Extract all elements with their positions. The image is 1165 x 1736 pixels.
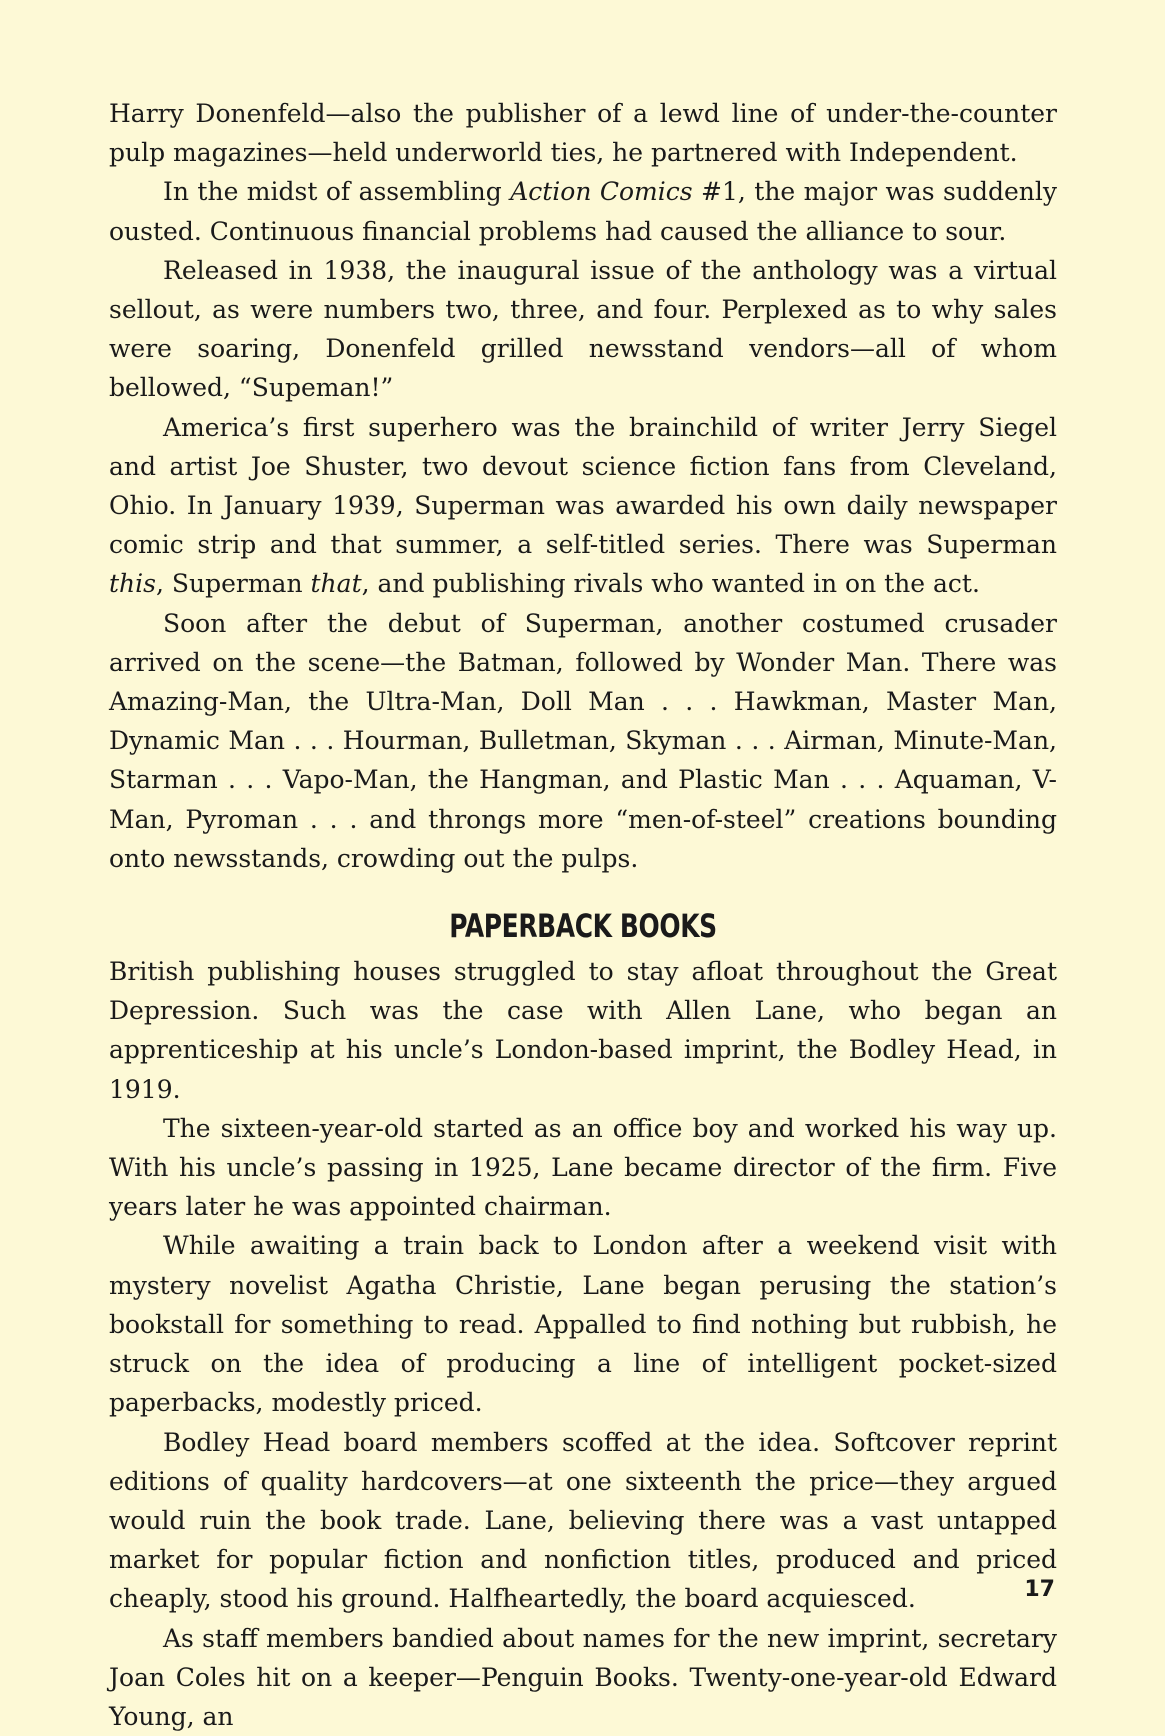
paragraph-british-publishing: British publishing houses struggled to stay afloat throughout the Great Depression. Such was the case with Allen Lane, who began an apprenticeship at his uncle’s London-based imprint, the Bodley Head, in 1919. [109, 957, 1057, 1104]
text-span: , and publishing rivals who wanted in on the act. [361, 569, 980, 599]
paragraph-action-comics [109, 172, 1057, 250]
paragraph-board-members: Bodley Head board members scoffed at the idea. Softcover reprint editions of quality hardcovers—at one sixteenth the price—they argued would ruin the book trade. Lane, believing there was a vast untapped market for popular fiction and nonfiction titles, produced and priced cheaply, stood his ground. Halfheartedly, the board acquiesced. [109, 1427, 1057, 1614]
text-span: , Superman [155, 569, 311, 599]
emphasis-that: that [310, 569, 362, 599]
text-span: In the midst of assembling [163, 177, 511, 207]
paragraph-agatha-christie: While awaiting a train back to London after a weekend visit with mystery novelist Agatha Christie, Lane began perusing the station’s bookstall for something to read. Appalled to find nothing but rubbish, he struck on the idea of producing a line of intelligent pocket-sized paperbacks, modestly priced. [109, 1231, 1057, 1418]
text-span: America’s first superhero was the brainchild of writer Jerry Siegel and artist Joe Shuster, two devout science fiction fans from Cleveland, Ohio. In January 1939, Superman was awarded his own daily newspaper comic strip and that summer, a self-titled series. There was Superman [109, 412, 1057, 560]
text-span: #1, the major was suddenly ousted. Continuous financial problems had caused the alliance to sour. [109, 177, 1057, 246]
section-heading-paperback-books: PAPERBACK BOOKS [449, 907, 717, 946]
paragraph-donenfeld: Harry Donenfeld—also the publisher of a lewd line of under-the-counter pulp magazines—held underworld ties, he partnered with Independent. [109, 99, 1057, 168]
page-body [109, 94, 1057, 1736]
paragraph-costumed-crusaders: Soon after the debut of Superman, another costumed crusader arrived on the scene—the Batman, followed by Wonder Man. There was Amazing-Man, the Ultra-Man, Doll Man . . . Hawkman, Master Man, Dynamic Man . . . Hourman, Bulletman, Skyman . . . Airman, Minute-Man, Starman . . . Vapo-Man, the Hangman, and Plastic Man . . . Aquaman, V-Man, Pyroman . . . and throngs more “men-of-steel” creations bounding onto newsstands, crowding out the pulps. [109, 608, 1057, 873]
paragraph-penguin-books: As staff members bandied about names for the new imprint, secretary Joan Coles hit on a keeper—Penguin Books. Twenty-one-year-old Edward Young, an [109, 1623, 1057, 1731]
paragraph-first-superhero [109, 408, 1057, 604]
paragraph-release-1938: Released in 1938, the inaugural issue of the anthology was a virtual sellout, as were numbers two, three, and four. Perplexed as to why sales were soaring, Donenfeld grilled newsstand vendors—all of whom bellowed, “Supeman!” [109, 255, 1057, 403]
emphasis-this: this [109, 569, 156, 599]
paragraph-office-boy: The sixteen-year-old started as an office boy and worked his way up. With his uncle’s passing in 1925, Lane became director of the firm. Five years later he was appointed chairman. [109, 1113, 1057, 1222]
title-action-comics: Action Comics [510, 177, 693, 207]
page-number: 17 [1024, 1577, 1055, 1602]
